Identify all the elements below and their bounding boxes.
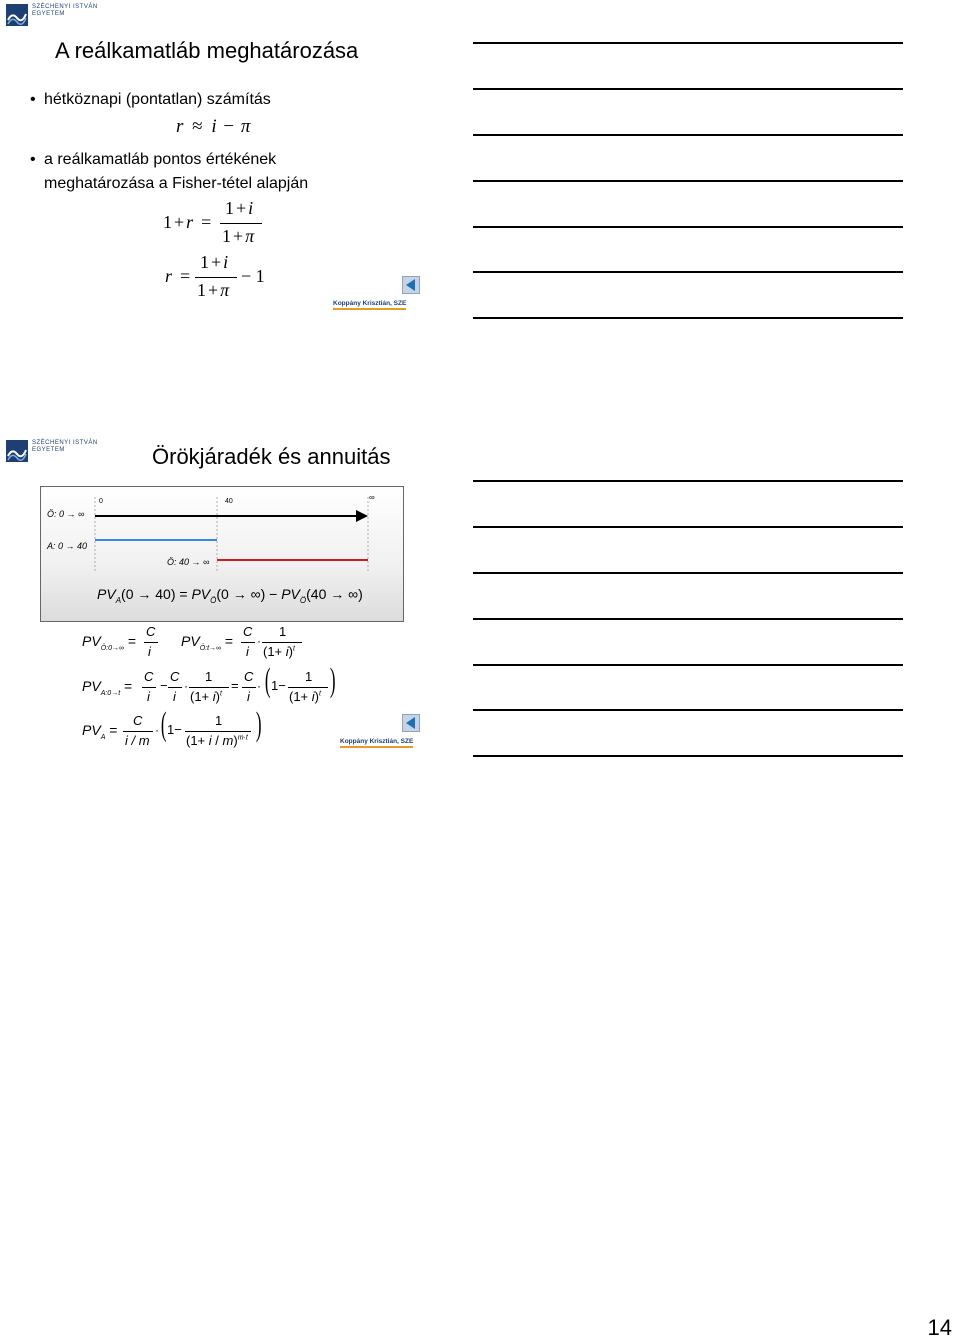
slide-footer: Koppány Krisztián, SZE (333, 300, 406, 310)
university-logo (6, 4, 98, 26)
university-logo-icon (6, 440, 28, 462)
approx-formula: r ≈ i − π (176, 116, 251, 137)
university-logo-icon (6, 4, 28, 26)
pv-annuity-m-formula: $PV_A$ = (82, 722, 118, 741)
note-line (473, 709, 903, 711)
tick-infinity: ∞ (369, 493, 375, 502)
pv-perpetuity-formula: $PV_{Ö:0\to\infty}$ = (82, 633, 137, 652)
bullet-item: • a reálkamatláb pontos értékének meghatározása a Fisher-tétel alapján (30, 151, 309, 192)
slide-footer: Koppány Krisztián, SZE (340, 738, 413, 748)
note-line (473, 664, 903, 666)
note-line (473, 42, 903, 44)
note-line (473, 271, 903, 273)
note-line (473, 317, 903, 319)
fisher-formula: 1 + r = (163, 212, 212, 232)
page-number: 14 (927, 1315, 952, 1340)
tick-0: 0 (99, 498, 103, 505)
slide-2: SZÉCHENYI ISTVÁN EGYETEM Örökjáradék és annuitás 0 40 ∞ Ö: 0 → ∞ A: 0 → 40 Ö: 40 → ∞ $PV_A(0 \to 40) = PV_Ö(0$ → ∞) − $PV_Ö(40$ → ∞) $PV_{Ö:0\to\infty}$ = C i $PV_{Ö:t\to\infty}$ = C i · 1 $(1+ i)^t$ $PV_{A:0\to t}$ = C i − C i · 1 $(1+ i)^t$ = C i · ( 1− 1 $(1+ i)^t$ ) $PV_A$ = C i / m · ( 1− 1 $(1+ i / m)^{m\cdot t}$ ) Koppány Krisztián, SZE (0, 438, 430, 758)
row-label-deferred: Ö: 40 → ∞ (167, 557, 210, 567)
note-line (473, 88, 903, 90)
pv-decomposition-formula: $PV_A(0 \to 40) = PV_Ö(0$ → ∞) − $PV_Ö(40$ → ∞) (97, 586, 363, 605)
university-logo (6, 440, 98, 462)
note-line (473, 180, 903, 182)
logo-text: SZÉCHENYI ISTVÁN EGYETEM (32, 4, 98, 17)
fisher-formula-solved: r = (165, 266, 191, 286)
note-line (473, 480, 903, 482)
slide-1: SZÉCHENYI ISTVÁN EGYETEM A reálkamatláb meghatározása • hétköznapi (pontatlan) számítás r ≈ i − π • a reálkamatláb pontos értékének meghatározása a Fisher-tétel alapján 1 + r = 1 + i 1 + π r = 1 + i 1 + π − 1 Koppány Krisztián, SZE (0, 0, 430, 320)
row-label-perpetuity: Ö: 0 → ∞ (47, 509, 85, 519)
note-line (473, 572, 903, 574)
pv-deferred-perpetuity-formula: $PV_{Ö:t\to\infty}$ = (181, 633, 234, 652)
slide-title: Örökjáradék és annuitás (152, 444, 391, 469)
note-line (473, 755, 903, 757)
timeline-panel (40, 486, 404, 622)
note-line (473, 618, 903, 620)
note-line (473, 226, 903, 228)
row-label-annuity: A: 0 → 40 (47, 541, 88, 551)
pv-annuity-formula: $PV_{A:0\to t}$ = (82, 678, 133, 697)
tick-40: 40 (225, 498, 233, 505)
logo-text: SZÉCHENYI ISTVÁN EGYETEM (32, 440, 98, 453)
back-nav-icon[interactable] (402, 714, 420, 732)
bullet-item: • hétköznapi (pontatlan) számítás (30, 91, 271, 108)
back-nav-icon[interactable] (402, 276, 420, 294)
note-line (473, 134, 903, 136)
slide-title: A reálkamatláb meghatározása (55, 38, 359, 63)
note-line (473, 526, 903, 528)
